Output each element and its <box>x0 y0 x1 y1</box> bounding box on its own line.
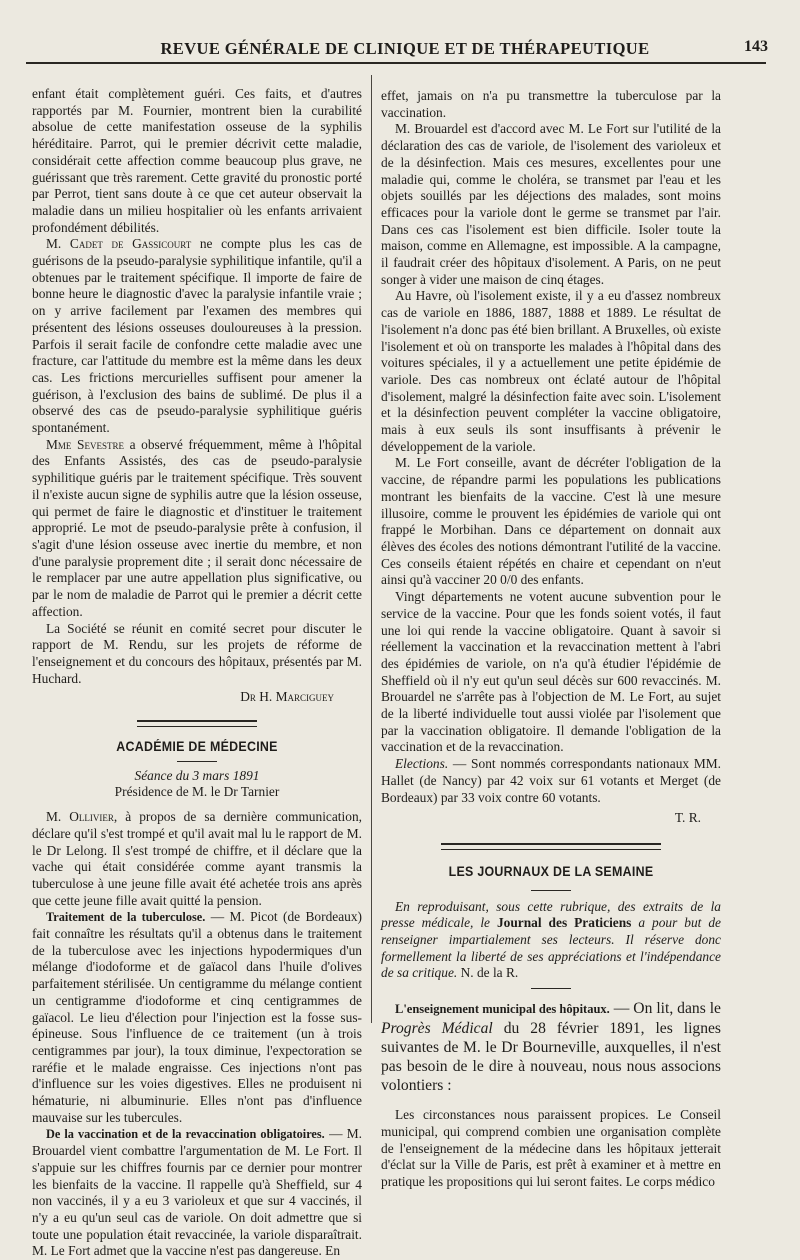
paragraph-text: du 28 février 1891, les lignes suivantes de M. le Dr Bourneville, auxquelles, il n'est pas besoin de le dire à nouveau, nous nous associons volontiers : <box>381 1020 721 1095</box>
editor-mark: N. de la R. <box>457 965 519 981</box>
run-in-title: Traitement de la tuberculose. <box>46 910 206 925</box>
header-rule <box>26 62 766 64</box>
paragraph-continuation: enfant était complètement guéri. Ces faits, et d'autres rapportés par M. Fournier, montrent bien la curabilité absolue de cette manifestation osseuse de la syphilis héréditaire. Parrot, qui le premier décrivit cette maladie, considérait cette affection comme beaucoup plus grave, ne guérissant que très rarement. Cette gravité du pronostic porté par Perrot, tient sans doute à ce que cet auteur observait la maladie dans un milieu hospitalier où les enfants arrivaient profondément débilités. <box>32 86 362 235</box>
speaker-name: M. Ollivier <box>46 809 114 825</box>
paragraph-elections <box>381 756 721 806</box>
paragraph-vaccination <box>32 1126 362 1260</box>
paragraph-enseignement <box>381 999 721 1095</box>
session-president: Présidence de M. le Dr Tarnier <box>114 784 280 800</box>
run-in-title: Elections. <box>395 756 449 772</box>
section-separator <box>137 720 257 727</box>
paragraph-lefort: M. Le Fort conseille, avant de décréter l'obligation de la vaccine, de répandre parmi les populations les publications montrant les bienfaits de la vaccine. C'est là une mesure illusoire, comme le prouvent les épidémies de variole qui ont frappé le Morbihan. Dans ce département on donnait aux élèves des écoles des notions démontrant l'utilité de la vaccine. Ces conseils étaient répétés en chaire et cependant on n'eut ainsi qu'à vacciner 20 0/0 des enfants. <box>381 455 721 588</box>
section-separator <box>441 843 661 850</box>
running-header <box>40 33 770 63</box>
run-in-title: L'enseignement municipal des hôpitaux. <box>395 1002 610 1017</box>
paragraph-departements: Vingt départements ne votent aucune subvention pour le service de la vaccine. Pour que les fonds soient votés, il faut une loi qui rende la vaccine obligatoire. Quant à savoir si réellement la vaccination et la revaccination mettent à l'abri des épidémies de variole, on n'a qu'à étudier l'épidémie de Sheffield où il n'y eut qu'un seul décès sur 600 revaccinés. M. Brouardel ne s'arrête pas à l'objection de M. Le Fort, au sujet de la liberté individuelle tout aussi violée par l'isolement que par la vaccination obligatoire. Il demande l'obligation de la vaccination et de la revaccination. <box>381 589 721 755</box>
paragraph-text: — M. Brouardel vient combattre l'argumentation de M. Le Fort. Il s'appuie sur les chiffres fournis par ce dernier pour montrer les bienfaits de la vaccine. Il rappelle qu'à Sheffield, sur 4 non vaccinés, il y a eu 3 varioleux et que sur 4 vaccinés, il n'y a eu qu'un seul cas de variole. On doit admettre que si toute une population était revaccinée, la variole disparaîtrait. M. Le Fort admet que la vaccine n'est pas dangereuse. En <box>32 1126 363 1259</box>
section-heading-journaux: LES JOURNAUX DE LA SEMAINE <box>448 863 654 879</box>
run-in-title: De la vaccination et de la revaccination obligatoires. <box>46 1127 325 1142</box>
paragraph-havre: Au Havre, où l'isolement existe, il y a eu d'assez nombreux cas de variole en 1886, 1887, 1888 et 1889. Le résultat de l'isolement n'a donc pas été bien brillant. A Bruxelles, où existe l'isolement et où on transporte les malades à l'hôpital dans des voitures spéciales, il y a actuellement une petite épidémie de variole. Des cas nombreux ont éclaté autour de l'hôpital d'isolement, malgré la désinfection faite avec soin. L'isolement et la désinfection peuvent compléter la vaccine obligatoire, mais à eux seuls ils sont insuffisants à prévenir le développement de la variole. <box>381 288 721 454</box>
paragraph-text: a observé fréquemment, même à l'hôpital des Enfants Assistés, des cas de pseudo-paralysie syphilitique guéris par le traitement spécifique. Très souvent il n'existe aucun signe de syphilis autre que la lésion osseuse, qui permet de faire le diagnostic et d'instituer le traitement approprié. Le mot de pseudo-paralysie prête à confusion, il s'agit d'une lésion osseuse avec inertie du membre, et non d'une paralysie proprement dite ; il serait donc nécessaire de le remplacer par une autre appellation plus significative, ou par le nom de maladie de Parrot qui le premier a décrit cette affection. <box>32 436 362 619</box>
journal-name: Journal des Praticiens <box>496 915 632 931</box>
right-column <box>381 88 721 1191</box>
paragraph-text: — Sont nommés correspondants nationaux MM. Hallet (de Nancy) par 42 voix sur 61 votants et Merget (de Bordeaux) par 33 voix contre 60 votants. <box>381 756 721 805</box>
paragraph-comite: La Société se réunit en comité secret pour discuter le rapport de M. Rendu, sur les projets de réforme de l'enseignement et du concours des hôpitaux, présentés par M. Huchard. <box>32 620 362 686</box>
author-initials: T. R. <box>674 810 701 826</box>
editorial-note <box>381 899 721 983</box>
note-separator <box>531 988 571 989</box>
paragraph-sevestre <box>32 437 362 621</box>
paragraph-cadet <box>32 236 362 436</box>
section-heading-academie: ACADÉMIE DE MÉDECINE <box>116 739 278 755</box>
paragraph-continuation: effet, jamais on n'a pu transmettre la tuberculose par la vaccination. <box>381 88 721 120</box>
journal-title: REVUE GÉNÉRALE DE CLINIQUE ET DE THÉRAPEUTIQUE <box>160 39 650 58</box>
paragraph-quotation: Les circonstances nous paraissent propices. Le Conseil municipal, qui comprend combien une organisation complète de l'enseignement de la médecine dans les hôpitaux jetterait d'éclat sur la Ville de Paris, est prêt à examiner et à mettre en pratique les propositions qui lui seront faites. Le corps médico <box>381 1107 721 1189</box>
paragraph-text: , à propos de sa dernière communication, déclare qu'il s'est trompé et qu'il avait mal lu le rapport de M. le Dr Lelong. Il s'est trompé de chiffre, et il déclare que la vache qui était considérée comme ayant transmis la tuberculose à une jeune fille avait été achetée trois ans après que cette jeune fille avait quitté la pension. <box>32 809 362 908</box>
speaker-name: M. Cadet de Gassicourt <box>46 236 192 252</box>
left-column <box>32 86 362 1260</box>
page-number: 143 <box>744 38 768 55</box>
paragraph-ollivier <box>32 809 362 909</box>
paragraph-text: — On lit, dans le <box>609 1000 721 1018</box>
editorial-text: a pour but de renseigner impartialement ses lecteurs. Il réserve donc formellement la liberté de ses appréciations et l'indépendance de sa critique. <box>381 915 721 981</box>
paragraph-text: ne compte plus les cas de guérisons de la pseudo-paralysie syphilitique infantile, qu'il a obtenues par le traitement spécifique. Il importe de faire de bonne heure le diagnostic d'avec la paralysie infantile vraie ; on y arrive facilement par l'examen des membres qui présentent des lésions osseuses douloureuses à la pression. Parfois il serait facile de confondre cette maladie avec une fracture, car l'attitude du membre est la même dans les deux cas. Les frictions mercurielles suffisent pour amener la guérison, à l'exclusion des bains de sublimé. De plus il a observé des cas de pseudo-paralysie syphilitique guéris spontanément. <box>32 236 362 436</box>
session-date: Séance du 3 mars 1891 <box>134 767 260 783</box>
editorial-text: En reproduisant, sous cette rubrique, des extraits de la presse médicale, le <box>381 898 721 931</box>
cited-journal: Progrès Médical <box>381 1020 493 1038</box>
heading-underline <box>177 761 217 762</box>
paragraph-text: — M. Picot (de Bordeaux) fait connaître les résultats qu'il a obtenus dans le traitement de la tuberculose avec les injections hypodermiques d'un mélange d'iodoforme et de gaïacol dans l'huile d'olives parfaitement stérilisée. Un centigramme du mélange contient un centigramme d'iodoforme et cinq centigrammes de gaïacol. Le lieu d'élection pour l'injection est la fosse sus-épineuse. Sous l'influence de ce traitement (un à trois centigrammes par jour), la toux diminue, l'expectoration se raréfie et le malade engraisse. Ces injections n'ont pas d'influence sur les voies digestives. Elles ne produisent ni hématurie, ni albuminurie. Elles n'ont pas d'influence mauvaise sur les tubercules. <box>32 909 363 1125</box>
author-signature: Dr H. Marciguey <box>240 689 334 705</box>
column-divider <box>371 75 372 1023</box>
paragraph-tuberculose <box>32 909 362 1126</box>
heading-underline <box>531 890 571 891</box>
speaker-name: Mme Sevestre <box>46 436 124 452</box>
paragraph-brouardel: M. Brouardel est d'accord avec M. Le Fort sur l'utilité de la déclaration des cas de variole, de l'isolement des varioleux et de la désinfection. Mais ces mesures, excellentes pour une maladie qui, comme le choléra, se transmet par l'eau et les objets souillés par les déjections des malades, sont moins efficaces pour la variole dont le germe se transmet par l'air. Dans ces cas l'isolement est bien difficile. Isoler toute la maison, comme en Allemagne, est impossible. A la campagne, il faudrait créer des hôpitaux d'isolement. A Paris, on ne peut songer à vider une maison de cinq étages. <box>381 121 721 287</box>
